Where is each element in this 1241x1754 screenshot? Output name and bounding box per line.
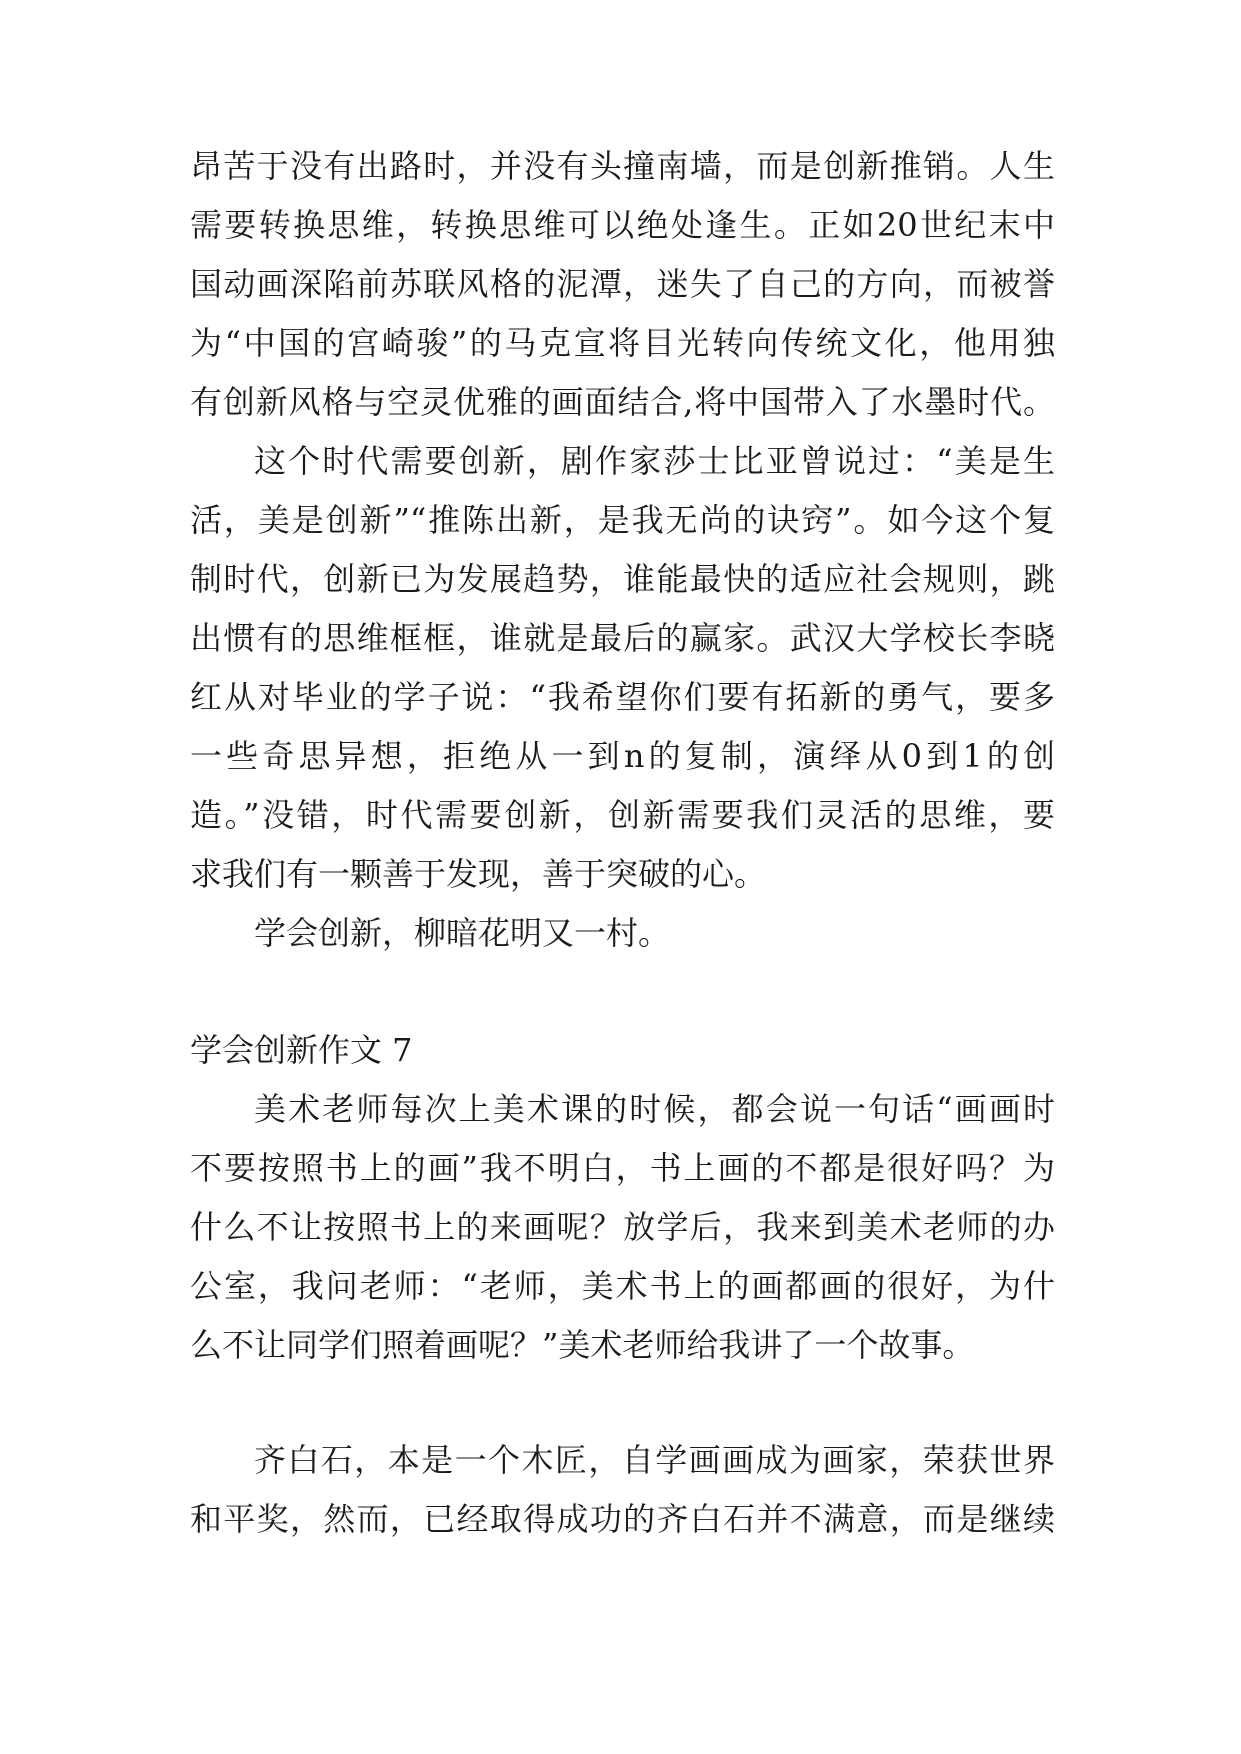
text-line: 有创新风格与空灵优雅的画面结合,将中国带入了水墨时代。: [190, 383, 1055, 421]
paragraph-5: [190, 1431, 1055, 1549]
text-line: 美术老师每次上美术课的时候，都会说一句话“画画时: [254, 1090, 1055, 1128]
paragraph-4: [190, 1080, 1055, 1375]
text-line: 这个时代需要创新，剧作家莎士比亚曾说过：“美是生: [254, 442, 1055, 480]
text-line: 齐白石，本是一个木匠，自学画画成为画家，荣获世界: [254, 1441, 1055, 1479]
paragraph-1: [190, 137, 1055, 432]
text-line: 国动画深陷前苏联风格的泥潭，迷失了自己的方向，而被誉: [190, 265, 1055, 303]
section-title: 学会创新作文 7: [190, 1031, 413, 1069]
text-line: 需要转换思维，转换思维可以绝处逢生。正如20世纪末中: [190, 206, 1055, 244]
text-line: 红从对毕业的学子说：“我希望你们要有拓新的勇气，要多: [190, 678, 1055, 716]
text-line: 不要按照书上的画”我不明白，书上画的不都是很好吗？为: [190, 1149, 1055, 1187]
text-line: 昂苦于没有出路时，并没有头撞南墙，而是创新推销。人生: [190, 147, 1055, 185]
text-line: 出惯有的思维框框，谁就是最后的赢家。武汉大学校长李晓: [190, 619, 1055, 657]
text-line: 制时代，创新已为发展趋势，谁能最快的适应社会规则，跳: [190, 560, 1055, 598]
text-line: 么不让同学们照着画呢？”美术老师给我讲了一个故事。: [190, 1326, 975, 1364]
text-line: 求我们有一颗善于发现，善于突破的心。: [190, 855, 767, 893]
text-line: 为“中国的宫崎骏”的马克宣将目光转向传统文化，他用独: [190, 324, 1055, 362]
text-line: 什么不让按照书上的来画呢？放学后，我来到美术老师的办: [190, 1208, 1055, 1246]
text-line: 公室，我问老师：“老师，美术书上的画都画的很好，为什: [190, 1267, 1055, 1305]
text-line: 和平奖，然而，已经取得成功的齐白石并不满意，而是继续: [190, 1500, 1055, 1538]
text-line: 学会创新，柳暗花明又一村。: [254, 914, 671, 952]
paragraph-2: [190, 432, 1055, 904]
paragraph-3: [190, 904, 1055, 963]
text-line: 造。”没错，时代需要创新，创新需要我们灵活的思维，要: [190, 796, 1055, 834]
text-line: 活，美是创新”“推陈出新，是我无尚的诀窍”。如今这个复: [190, 501, 1055, 539]
text-line: 一些奇思异想，拒绝从一到n的复制，演绎从0到1的创: [190, 737, 1055, 775]
